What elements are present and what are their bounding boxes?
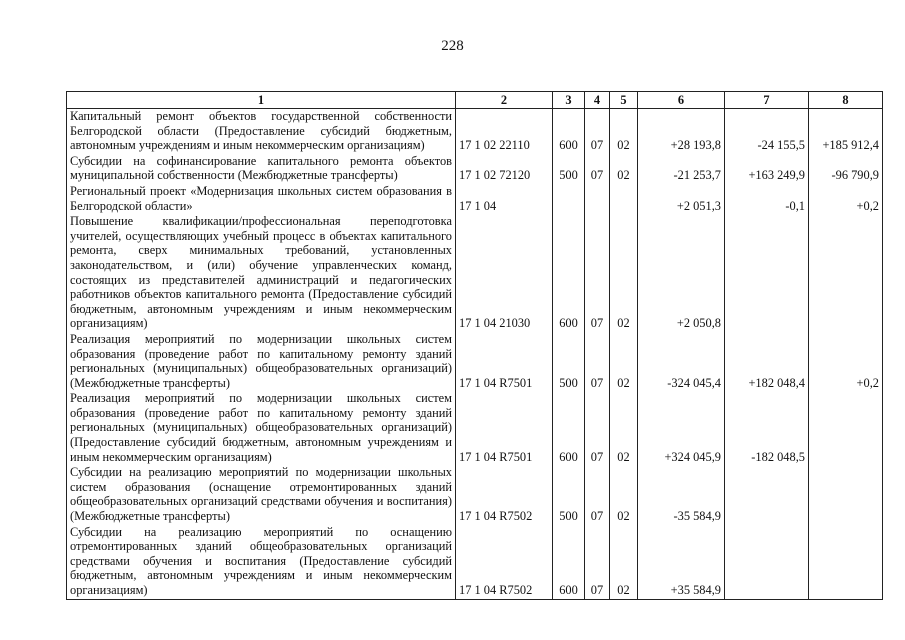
row-pr: 02 — [610, 154, 638, 184]
row-value-8 — [809, 214, 883, 332]
table-row — [67, 154, 883, 184]
row-rz: 07 — [585, 465, 610, 524]
row-vr: 500 — [553, 465, 585, 524]
table-row — [67, 525, 883, 599]
row-name: Повышение квалификации/профессиональная переподготовка учителей, осуществляющих учебный процесс в объектах капитального ремонта, сверх минимальных требований, установленных законодательством, и (или) обучение управленческих команд, состоящих из представителей администраций и педагогических работников объектов капитального ремонта (Предоставление субсидий бюджетным, автономным учреждениям и иным некоммерческим организациям) — [67, 214, 456, 332]
row-code: 17 1 04 R7502 — [456, 525, 553, 599]
row-name: Субсидии на реализацию мероприятий по оснащению отремонтированных зданий общеобразовательных организаций средствами обучения и воспитания (Предоставление субсидий бюджетным, автономным учреждениям и иным некоммерческим организациям) — [67, 525, 456, 599]
row-rz — [585, 184, 610, 214]
row-code: 17 1 04 R7501 — [456, 332, 553, 391]
row-value-7 — [725, 525, 809, 599]
row-vr: 600 — [553, 109, 585, 154]
row-code: 17 1 04 — [456, 184, 553, 214]
row-value-6: +28 193,8 — [638, 109, 725, 154]
row-rz: 07 — [585, 154, 610, 184]
row-value-8 — [809, 525, 883, 599]
row-value-6: +35 584,9 — [638, 525, 725, 599]
row-value-7: +182 048,4 — [725, 332, 809, 391]
row-rz: 07 — [585, 109, 610, 154]
page-number: 228 — [441, 38, 464, 54]
table-row — [67, 465, 883, 524]
row-name: Субсидии на софинансирование капитального ремонта объектов муниципальной собственности (Межбюджетные трансферты) — [67, 154, 456, 184]
row-value-6: -21 253,7 — [638, 154, 725, 184]
row-vr: 500 — [553, 332, 585, 391]
column-header: 8 — [809, 92, 883, 109]
row-value-6: +324 045,9 — [638, 391, 725, 465]
row-rz: 07 — [585, 391, 610, 465]
budget-table — [66, 91, 883, 600]
row-pr: 02 — [610, 465, 638, 524]
row-pr: 02 — [610, 525, 638, 599]
table-row — [67, 184, 883, 214]
header-row — [67, 92, 883, 109]
row-name: Реализация мероприятий по модернизации школьных систем образования (проведение работ по капитальному ремонту зданий региональных (муниципальных) общеобразовательных организаций) (Межбюджетные трансферты) — [67, 332, 456, 391]
row-code: 17 1 04 21030 — [456, 214, 553, 332]
row-rz: 07 — [585, 525, 610, 599]
row-pr: 02 — [610, 214, 638, 332]
row-pr: 02 — [610, 109, 638, 154]
row-rz: 07 — [585, 332, 610, 391]
row-value-7: -24 155,5 — [725, 109, 809, 154]
row-value-7: +163 249,9 — [725, 154, 809, 184]
row-value-6: +2 051,3 — [638, 184, 725, 214]
row-vr: 500 — [553, 154, 585, 184]
table-row — [67, 214, 883, 332]
row-rz: 07 — [585, 214, 610, 332]
row-code: 17 1 04 R7501 — [456, 391, 553, 465]
row-value-6: -35 584,9 — [638, 465, 725, 524]
row-value-8: -96 790,9 — [809, 154, 883, 184]
row-pr: 02 — [610, 332, 638, 391]
column-header: 2 — [456, 92, 553, 109]
row-value-7: -0,1 — [725, 184, 809, 214]
row-pr: 02 — [610, 391, 638, 465]
row-name: Реализация мероприятий по модернизации школьных систем образования (проведение работ по капитальному ремонту зданий региональных (муниципальных) общеобразовательных организаций) (Предоставление субсидий бюджетным, автономным учреждениям и иным некоммерческим организациям) — [67, 391, 456, 465]
table-row — [67, 109, 883, 154]
row-value-7: -182 048,5 — [725, 391, 809, 465]
column-header: 4 — [585, 92, 610, 109]
column-header: 1 — [67, 92, 456, 109]
table-row — [67, 391, 883, 465]
row-name: Капитальный ремонт объектов государственной собственности Белгородской области (Предоставление субсидий бюджетным, автономным учреждениям и иным некоммерческим организациям) — [67, 109, 456, 154]
row-value-6: -324 045,4 — [638, 332, 725, 391]
row-value-8: +0,2 — [809, 184, 883, 214]
column-header: 5 — [610, 92, 638, 109]
column-header: 7 — [725, 92, 809, 109]
row-pr — [610, 184, 638, 214]
row-value-7 — [725, 214, 809, 332]
row-code: 17 1 02 72120 — [456, 154, 553, 184]
row-vr: 600 — [553, 391, 585, 465]
row-vr — [553, 184, 585, 214]
row-value-8: +185 912,4 — [809, 109, 883, 154]
row-value-8 — [809, 465, 883, 524]
row-code: 17 1 02 22110 — [456, 109, 553, 154]
row-value-6: +2 050,8 — [638, 214, 725, 332]
row-name: Региональный проект «Модернизация школьных систем образования в Белгородской области» — [67, 184, 456, 214]
row-value-8: +0,2 — [809, 332, 883, 391]
row-value-7 — [725, 465, 809, 524]
row-name: Субсидии на реализацию мероприятий по модернизации школьных систем образования (оснащение отремонтированных зданий общеобразовательных организаций средствами обучения и воспитания) (Межбюджетные трансферты) — [67, 465, 456, 524]
row-vr: 600 — [553, 525, 585, 599]
column-header: 6 — [638, 92, 725, 109]
column-header: 3 — [553, 92, 585, 109]
table-row — [67, 332, 883, 391]
row-vr: 600 — [553, 214, 585, 332]
row-code: 17 1 04 R7502 — [456, 465, 553, 524]
row-value-8 — [809, 391, 883, 465]
